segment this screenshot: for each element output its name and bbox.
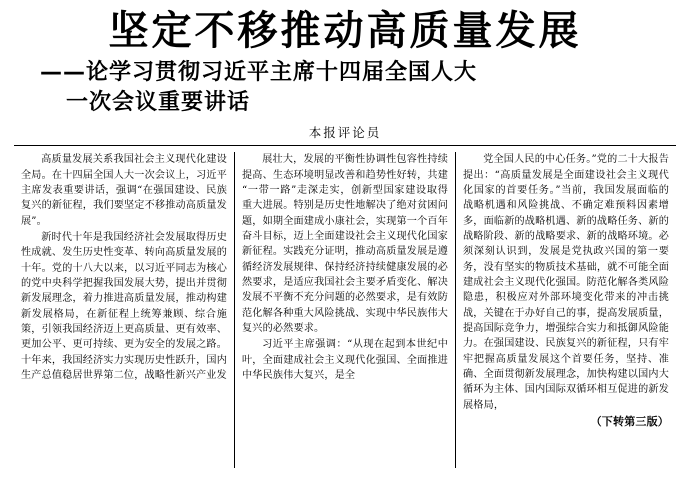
article-columns [14,152,676,468]
paragraph: 高质量发展关系我国社会主义现代化建设全局。在十四届全国人大一次会议上，习近平主席发表重要讲话，强调“在强国建设、民族复兴的新征程，我们要坚定不移推动高质量发展”。 [21,154,227,227]
header-divider [14,145,676,146]
article-column-2 [234,152,455,468]
subheadline-line-2: 一次会议重要讲话 [66,89,251,115]
article-column-3 [455,152,676,468]
page-title: 坚定不移推动高质量发展 [108,8,582,54]
subheadline-line-1: ——论学习贯彻习近平主席十四届全国人大 [40,60,478,85]
paragraph: 新时代十年是我国经济社会发展取得历史性成就、发生历史性变革、转向高质量发展的十年。党的十八大以来，以习近平同志为核心的党中央科学把握我国发展大势，提出并贯彻新发展理念，着力推进高质量发展，推动构建新发展格局，在新征程上统筹兼顾、综合施策，引领我国经济迈上更高质量、更有效率、更加公平、更可持续、更为安全的发展之路。十年来，我国经济实力实现历史性跃升，国内生产总值稳居世界第二位，战略性新兴产业发 [21,232,227,381]
continued-on-page-note: （下转第三版） [590,414,669,428]
byline: 本报评论员 [308,125,382,141]
paragraph: 党全国人民的中心任务。”党的二十大报告提出：“高质量发展是全面建设社会主义现代化国家的首要任务。”当前，我国发展面临的战略机遇和风险挑战、不确定难预料因素增多，面临新的战略机遇、新的战略任务、新的战略阶段、新的战略要求、新的战略环境。必须深刻认识到，发展是党执政兴国的第一要务，没有坚实的物质技术基础，就不可能全面建成社会主义现代化强国。防范化解各类风险隐患，积极应对外部环境变化带来的冲击挑战，关键在于办好自己的事，提高发展质量，提高国际竞争力，增强综合实力和抵御风险能力。在强国建设、民族复兴的新征程，只有牢牢把握高质量发展这个首要任务，坚持、准确、全面贯彻新发展理念，加快构建以国内大循环为主体、国内国际双循环相互促进的新发展格局， [463,154,669,411]
article-column-1 [14,152,234,468]
paragraph: 习近平主席强调：“从现在起到本世纪中叶，全面建成社会主义现代化强国、全面推进中华民族伟大复兴，是全 [242,339,448,381]
subheadline [14,58,676,117]
paragraph: 展壮大，发展的平衡性协调性包容性持续提高、生态环境明显改善和趋势性好转，共建“一带一路”走深走实，创新型国家建设取得重大进展。特别是历史性地解决了绝对贫困问题，如期全面建成小康社会，实现第一个百年奋斗目标，迈上全面建设社会主义现代化国家新征程。实践充分证明，推动高质量发展是遵循经济发展规律、保持经济持续健康发展的必然要求，是适应我国社会主要矛盾变化、解决发展不平衡不充分问题的必然要求，是有效防范化解各种重大风险挑战、实现中华民族伟大复兴的必然要求。 [242,154,448,334]
